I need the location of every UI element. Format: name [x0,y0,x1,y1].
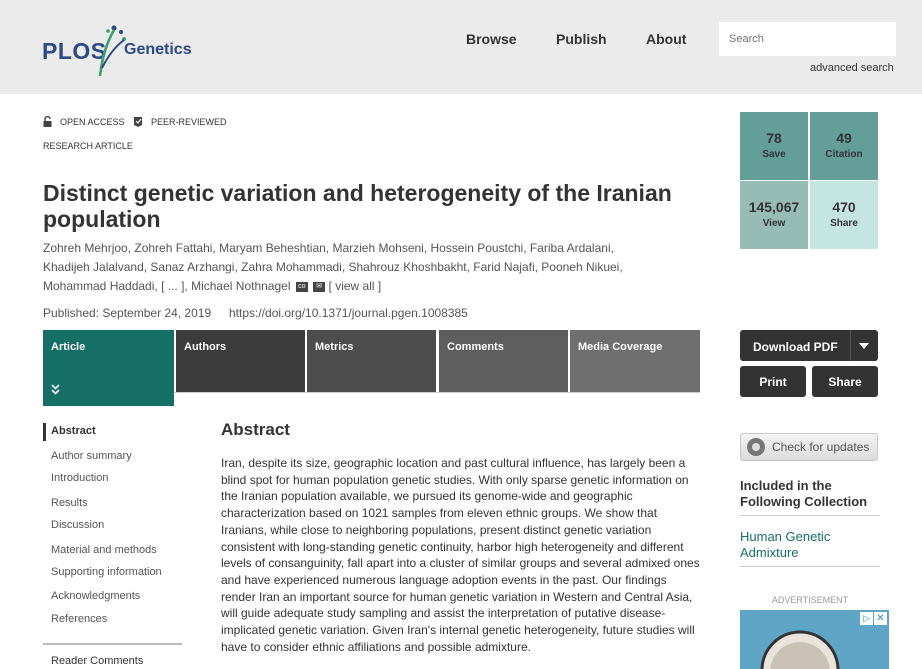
article-title: Distinct genetic variation and heterogeneity of the Iranian population [43,180,672,232]
author-line-3 [43,277,663,296]
co-author-icon: co [296,282,308,292]
metric-save-count: 78 [766,130,782,146]
split-divider [850,330,851,361]
peer-reviewed-label: PEER-REVIEWED [151,117,227,127]
nav-about[interactable]: About [646,31,687,47]
check-updates-label: Check for updates [772,440,870,454]
logo-journal-text: Genetics [124,41,192,58]
tab-authors[interactable] [176,330,305,392]
collection-divider-bottom [740,566,880,567]
view-all-authors-link[interactable]: [ view all ] [328,279,382,293]
collection-link[interactable]: Human Genetic Admixture [740,529,831,560]
metric-share[interactable] [810,181,878,249]
sidebar-item-introduction[interactable]: Introduction [51,472,109,484]
check-for-updates-button[interactable] [740,433,878,461]
nav-browse[interactable]: Browse [466,31,517,47]
metric-save-label: Save [762,149,786,160]
tab-comments[interactable] [439,330,568,392]
metric-citation-label: Citation [825,149,863,160]
article-type: RESEARCH ARTICLE [43,141,133,151]
published-date: Published: September 24, 2019 [43,306,212,320]
advanced-search-link[interactable]: advanced search [810,62,894,74]
sidebar-divider [43,643,182,645]
advertisement-banner[interactable] [740,610,889,669]
sidebar-item-reader-comments[interactable]: Reader Comments [51,655,144,667]
peer-reviewed-badge [133,116,227,128]
author-haddadi[interactable]: Mohammad Haddadi, [43,279,158,293]
advertisement-label: ADVERTISEMENT [771,595,849,605]
close-ad-icon[interactable]: ✕ [874,612,887,625]
caret-down-icon[interactable] [859,343,869,349]
author-list [43,239,663,296]
tab-divider [174,392,700,393]
nav-publish[interactable]: Publish [556,31,607,47]
tab-metrics[interactable] [307,330,436,392]
collection-heading: Included in the Following Collection [740,478,868,509]
sidebar-item-discussion[interactable]: Discussion [51,519,105,531]
sidebar-item-abstract[interactable]: Abstract [51,425,96,437]
active-section-indicator [43,423,46,441]
metric-save[interactable] [740,112,808,180]
tab-comments-label: Comments [447,341,504,353]
sidebar-item-author-summary[interactable]: Author summary [51,450,132,462]
tab-article-label: Article [51,341,86,353]
peer-reviewed-icon [133,116,143,128]
double-chevron-down-icon [51,384,60,398]
crossmark-icon [747,438,765,456]
tab-media-coverage-label: Media Coverage [578,341,663,353]
sidebar-item-references[interactable]: References [51,613,108,625]
author-line-1[interactable]: Zohreh Mehrjoo, Zohreh Fattahi, Maryam Beheshtian, Marzieh Mohseni, Hossein Poustchi, Fariba Ardalani, [43,241,614,255]
tab-authors-label: Authors [184,341,227,353]
download-pdf-label: Download PDF [753,340,838,354]
logo-spark-icon [94,22,128,78]
author-nothnagel[interactable]: Michael Nothnagel [191,279,291,293]
adchoices-icon[interactable]: ▷ [860,612,873,625]
collection-divider [740,515,880,516]
tab-media-coverage[interactable] [570,330,700,392]
email-icon[interactable]: ✉ [313,282,325,292]
search-input[interactable] [719,22,896,56]
metric-citation[interactable] [810,112,878,180]
sidebar-item-material-methods[interactable]: Material and methods [51,544,157,556]
metric-view-label: View [762,218,786,229]
share-button[interactable]: Share [812,366,878,397]
tab-metrics-label: Metrics [315,341,354,353]
metric-view[interactable] [740,181,808,249]
sidebar-item-supporting-info[interactable]: Supporting information [51,566,162,578]
download-pdf-button[interactable] [740,330,878,361]
abstract-heading: Abstract [221,420,290,439]
metric-share-count: 470 [832,199,856,215]
site-header [0,0,922,94]
logo-plos-text: PLOS [42,38,107,64]
sidebar-item-acknowledgments[interactable]: Acknowledgments [51,590,141,602]
lock-open-icon [43,116,52,127]
metric-share-label: Share [830,218,858,229]
metric-view-count: 145,067 [748,199,800,215]
open-access-label: OPEN ACCESS [60,116,125,127]
tab-article[interactable] [43,330,174,406]
author-line-2[interactable]: Khadijeh Jalalvand, Sanaz Arzhangi, Zahra Mohammadi, Shahrouz Khoshbakht, Farid Najafi, Pooneh Nikuei, [43,260,623,274]
print-button[interactable]: Print [740,366,806,397]
open-access-badge [43,116,125,127]
sidebar-item-results[interactable]: Results [51,497,88,509]
abstract-text: Iran, despite its size, geographic location and past cultural influence, has largely been a blind spot for human population genetic studies. With only sparse genetic information on the Iranian population available, we pursued its genome-wide and geographic characterization based on 1021 samples from eleven ethnic groups. We show that Iranians, while close to neighboring populations, present distinct genetic variation consistent with long-standing genetic continuity, harbor high heterogeneity and different levels of consanguinity, fall apart into a cluster of similar groups and several admixed ones and have experienced numerous language adoption events in the past. Our findings render Iran an important source for human genetic variation in Western and Central Asia, will guide adequate study sampling and assist the interpretation of putative disease-implicated genetic variation. Given Iran's internal genetic heterogeneity, future studies will have to consider ethnic affiliations and possible admixture. [221,456,700,654]
metric-citation-count: 49 [836,130,852,146]
doi-link[interactable]: https://doi.org/10.1371/journal.pgen.1008385 [229,306,468,320]
authors-ellipsis[interactable]: [ ... ], [161,279,188,293]
